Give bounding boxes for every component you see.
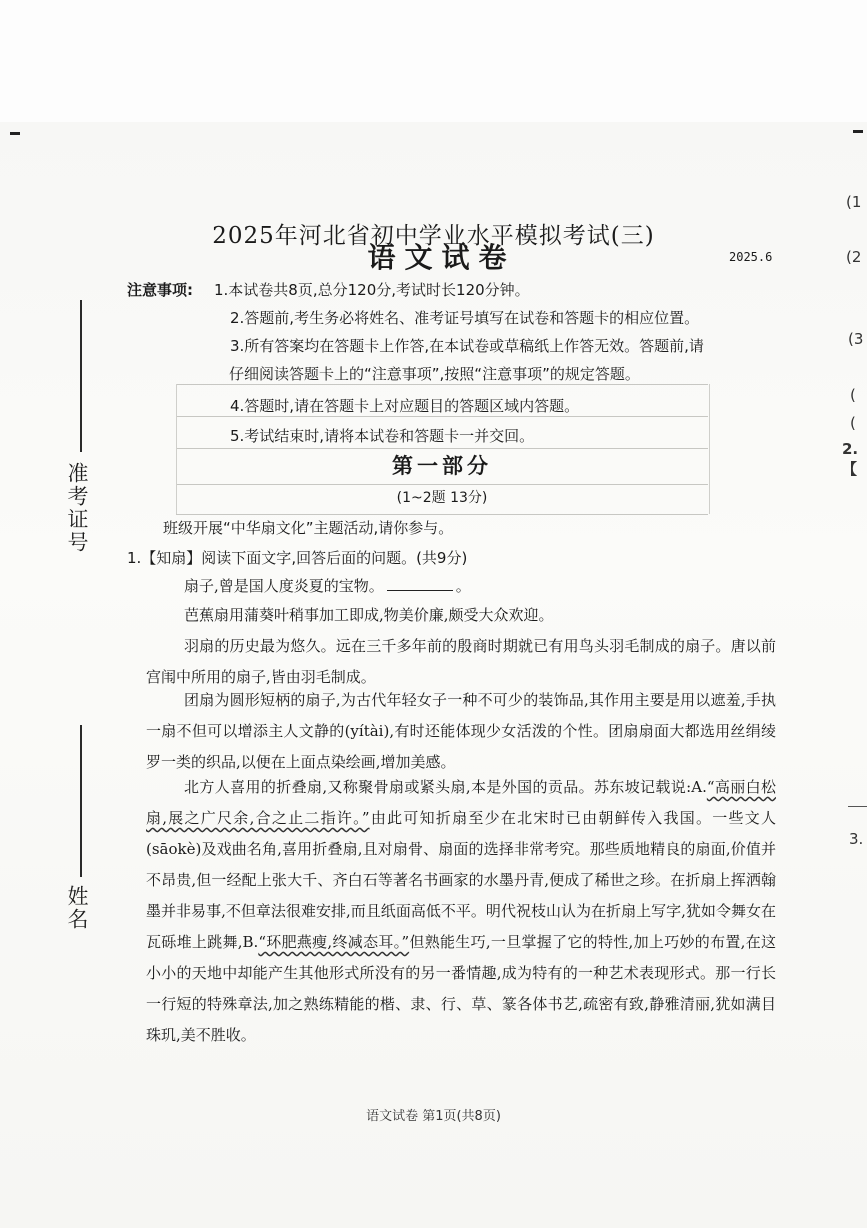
passage-paragraph-2: 芭蕉扇用蒲葵叶稍事加工即成,物美价廉,颇受大众欢迎。 bbox=[184, 606, 554, 624]
passage-text: 北方人喜用的折叠扇,又称聚骨扇或紧头扇,本是外国的贡品。苏东坡记载说:A. bbox=[184, 778, 707, 796]
page-footer: 语文试卷 第1页(共8页) bbox=[366, 1109, 501, 1124]
edge-mark: (1 bbox=[846, 193, 862, 211]
registration-mark-right bbox=[853, 130, 863, 133]
part-range: (1~2题 13分) bbox=[396, 490, 488, 506]
edge-dash bbox=[848, 806, 867, 807]
name-line bbox=[80, 725, 82, 877]
quote-b: “环肥燕瘦,终减态耳。” bbox=[258, 933, 410, 951]
subject-title: 语文试卷 bbox=[367, 241, 516, 274]
activity-intro: 班级开展“中华扇文化”主题活动,请你参与。 bbox=[163, 519, 454, 537]
passage-text: 扇子,曾是国人度炎夏的宝物。 bbox=[184, 577, 384, 595]
notice-item: 4.答题时,请在答题卡上对应题目的答题区域内答题。 bbox=[230, 397, 580, 415]
edge-mark: (2 bbox=[846, 248, 862, 266]
passage-text: 。 bbox=[455, 577, 471, 595]
edge-mark: 3. bbox=[849, 830, 864, 848]
edge-mark: 2.【 bbox=[842, 440, 859, 478]
bleed-line bbox=[176, 514, 708, 515]
id-number-label: 准考证号 bbox=[65, 462, 89, 554]
edge-mark: ( bbox=[850, 386, 856, 404]
passage-paragraph-3: 羽扇的历史最为悠久。远在三千多年前的殷商时期就已有用鸟头羽毛制成的扇子。唐以前宫闱中所用的扇子,皆由羽毛制成。 bbox=[146, 637, 776, 686]
edge-mark: (3 bbox=[848, 330, 864, 348]
passage-paragraph-5 bbox=[146, 772, 776, 1051]
id-number-line bbox=[80, 300, 82, 452]
notice-item: 仔细阅读答题卡上的“注意事项”,按照“注意事项”的规定答题。 bbox=[229, 365, 640, 383]
question-1-label: 1.【知扇】阅读下面文字,回答后面的问题。(共9分) bbox=[127, 549, 468, 567]
notice-item: 1.本试卷共8页,总分120分,考试时长120分钟。 bbox=[214, 281, 530, 299]
notice-label: 注意事项: bbox=[127, 281, 193, 299]
passage-paragraph-1 bbox=[146, 571, 776, 602]
notice-item: 2.答题前,考生务必将姓名、准考证号填写在试卷和答题卡的相应位置。 bbox=[230, 309, 700, 327]
passage-text: 但熟能生巧,一旦掌握了它的特性,加上巧妙的布置,在这小小的天地中却能产生其他形式所没有的另一番情趣,成为特有的一种艺术表现形式。那一行长一行短的特殊章法,加之熟练精能的楷、隶、行、草、篆各体书艺,疏密有致,静雅清丽,犹如满目珠玑,美不胜收。 bbox=[146, 933, 776, 1044]
passage-text: 由此可知折扇至少在北宋时已由朝鲜传入我国。一些文人(sāokè)及戏曲名角,喜用折叠扇,且对扇骨、扇面的选择非常考究。那些质地精良的扇面,价值并不昂贵,但一经配上张大千、齐白石等著名书画家的水墨丹青,便成了稀世之珍。在折扇上挥洒翰墨并非易事,不但章法很难安排,而且纸面高低不平。明代祝枝山认为在折扇上写字,犹如令舞女在瓦砾堆上跳舞,B. bbox=[146, 809, 776, 951]
notice-item: 3.所有答案均在答题卡上作答,在本试卷或草稿纸上作答无效。答题前,请 bbox=[230, 337, 704, 355]
part-heading: 第一部分 bbox=[392, 454, 492, 478]
passage-paragraph-4: 团扇为圆形短柄的扇子,为古代年轻女子一种不可少的装饰品,其作用主要是用以遮羞,手执一扇不但可以增添主人文静的(yítài),有时还能体现少女活泼的个性。团扇扇面大都选用丝绢绫罗一类的织品,以便在上面点染绘画,增加美感。 bbox=[146, 691, 776, 771]
exam-date: 2025.6 bbox=[729, 250, 773, 264]
quote-a: “高丽白松扇,展之广尺余,合之止二指许。” bbox=[146, 778, 776, 827]
edge-mark: ( bbox=[850, 414, 856, 432]
registration-mark-left bbox=[10, 132, 20, 135]
notice-item: 5.考试结束时,请将本试卷和答题卡一并交回。 bbox=[230, 427, 535, 445]
fill-in-blank[interactable] bbox=[387, 576, 453, 591]
name-label: 姓名 bbox=[65, 885, 89, 931]
exam-title: 2025年河北省初中学业水平模拟考试(三) bbox=[212, 223, 655, 249]
